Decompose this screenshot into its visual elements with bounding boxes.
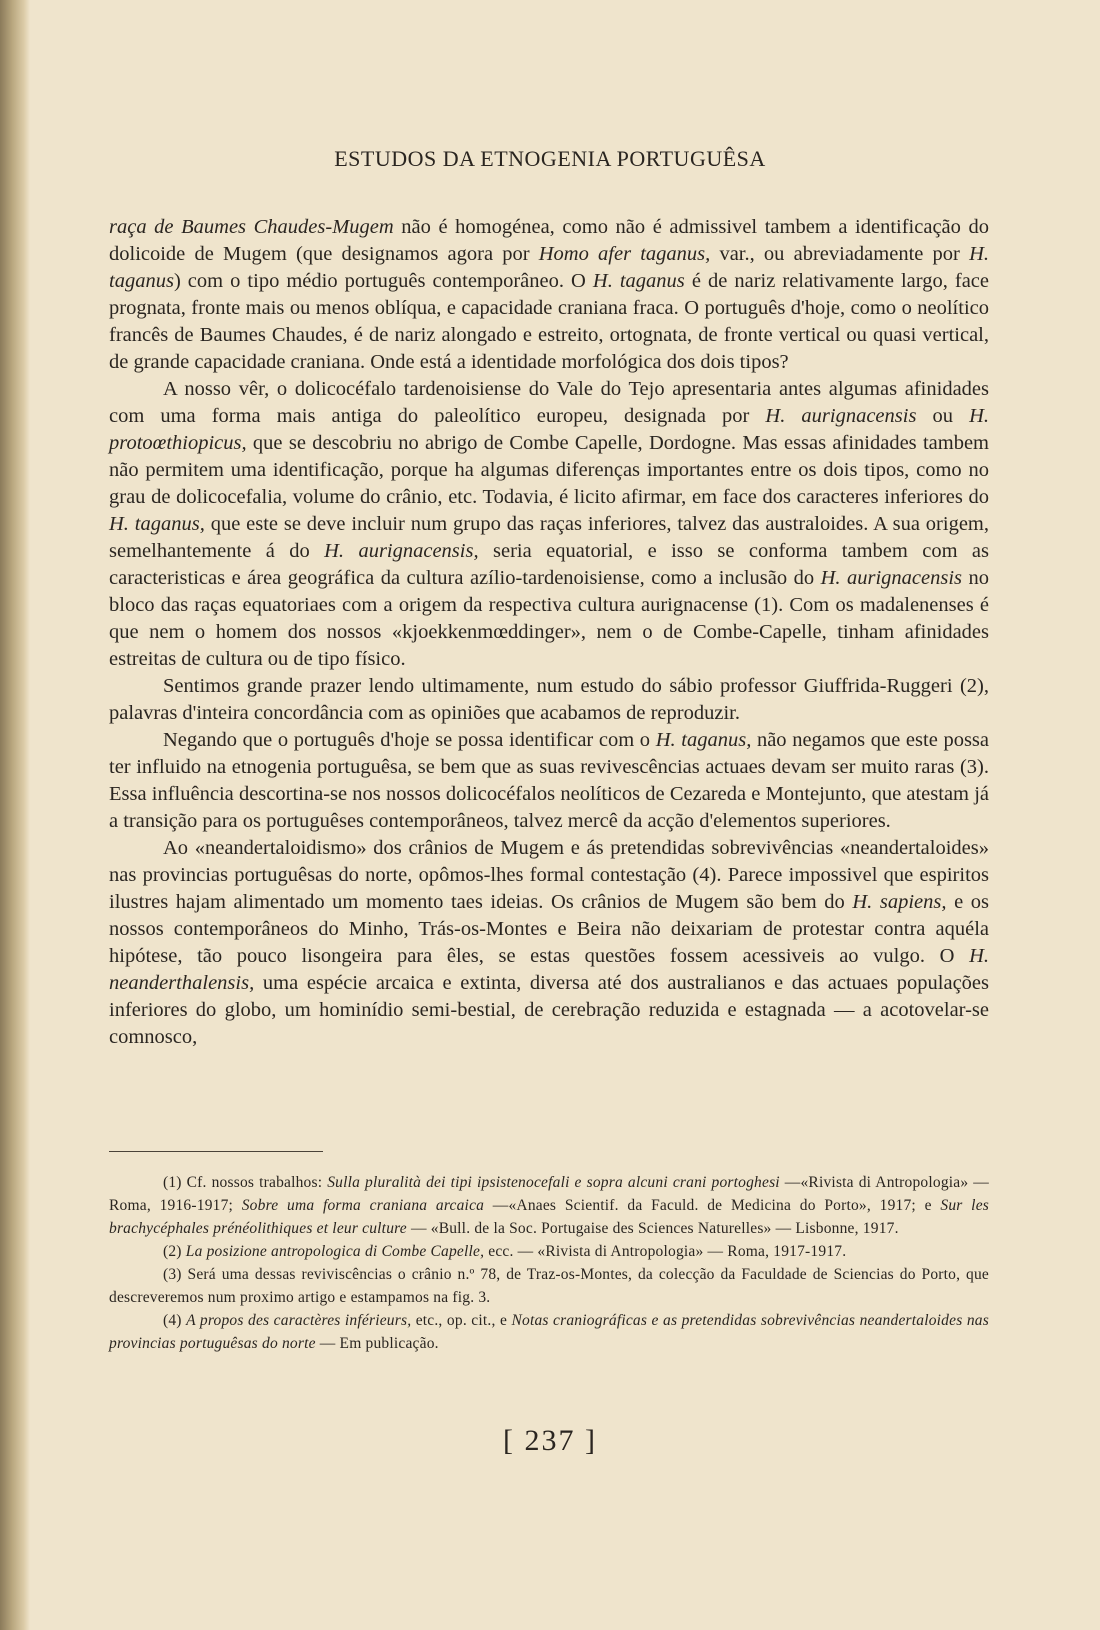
italic-text: H. taganus [109, 243, 989, 292]
italic-text: H. taganus, [109, 513, 205, 535]
italic-text: H. protoœthiopicus, [109, 405, 989, 454]
text-run: (3) Será uma dessas reviviscências o crânio n.º 78, de Traz-os-Montes, da colecção da Faculdade de Sciencias do Porto, que descreveremos num proximo artigo e estampamos na fig. 3. [109, 1266, 989, 1306]
italic-text: H. neanderthalensis, [109, 945, 989, 994]
text-run: var., ou abreviadamente por [710, 243, 970, 265]
italic-text: H. sapiens, [852, 891, 947, 913]
paragraph [109, 214, 989, 376]
text-run: Negando que o português d'hoje se possa identificar com o [163, 729, 656, 751]
text-run: — Em publicação. [315, 1335, 439, 1352]
italic-text: La posizione antropologica di Combe Capelle, [185, 1243, 485, 1260]
text-run: A nosso vêr, o dolicocéfalo tardenoisiense do Vale do Tejo apresentaria antes algumas afinidades com uma forma mais antiga do paleolítico europeu, designada por [109, 378, 989, 427]
text-run: etc., op. cit., e [411, 1312, 512, 1329]
text-run: ou [916, 405, 970, 427]
italic-text: Notas craniográficas e as pretendidas sobrevivências neandertaloides nas provincias portuguêsas do norte [109, 1312, 989, 1352]
footnote-divider [109, 1151, 323, 1152]
text-run: ) com o tipo médio português contemporâneo. O [173, 270, 593, 292]
text-run: —«Anaes Scientif. da Faculd. de Medicina do Porto», 1917; e [484, 1197, 941, 1214]
paragraph [109, 673, 989, 727]
text-run: Sentimos grande prazer lendo ultimamente, num estudo do sábio professor Giuffrida-Ruggeri (2), palavras d'inteira concordância com as opiniões que acabamos de reproduzir. [109, 675, 989, 724]
text-run: que este se deve incluir num grupo das raças inferiores, talvez das australoides. A sua origem, semelhantemente á do [109, 513, 989, 562]
text-run: é de nariz relativamente largo, face prognata, fronte mais ou menos oblíqua, e capacidade craniana fraca. O português d'hoje, como o neolítico francês de Baumes Chaudes, é de nariz alongado e estreito, ortognata, de fronte vertical ou quasi vertical, de grande capacidade craniana. Onde está a identidade morfológica dos dois tipos? [109, 270, 989, 373]
text-run: não é homogénea, como não é admissivel tambem a identificação do dolicoide de Mugem (que designamos agora por [109, 216, 989, 265]
page-number: [ 237 ] [503, 1424, 597, 1457]
text-run: (4) [163, 1312, 187, 1329]
paragraph [109, 727, 989, 835]
italic-text: A propos des caractères inférieurs, [186, 1312, 412, 1329]
text-run: no bloco das raças equatoriaes com a origem da respectiva cultura aurignacense (1). Com os madalenenses é que nem o homem dos nossos «kjoekkenmœddinger», nem o de Combe-Capelle, tinham afinidades estreitas de cultura ou de tipo físico. [109, 567, 989, 670]
text-run: ecc. — «Rivista di Antropologia» — Roma, 1917-1917. [484, 1243, 847, 1260]
italic-text: H. aurignacensis [820, 567, 963, 589]
paragraph [109, 835, 989, 1051]
italic-text: Sur les brachycéphales prénéolithiques et leur culture [109, 1197, 990, 1237]
footnote [109, 1309, 989, 1355]
italic-text: Homo afer taganus, [538, 243, 711, 265]
text-run: — «Bull. de la Soc. Portugaise des Sciences Naturelles» — Lisbonne, 1917. [406, 1220, 899, 1237]
page-binding-shadow [0, 0, 30, 1630]
text-run: (1) Cf. nossos trabalhos: [163, 1174, 328, 1191]
italic-text: raça de Baumes Chaudes-Mugem [109, 216, 394, 238]
paragraph [109, 376, 989, 673]
text-run: seria equatorial, e isso se conforma tambem com as caracteristicas e área geográfica da cultura azílio-tardenoisiense, como a inclusão do [109, 540, 990, 589]
italic-text: H. taganus, [655, 729, 752, 751]
body-text [109, 214, 989, 1051]
text-run: não negamos que este possa ter influido na etnogenia portuguêsa, se bem que as suas revivescências actuaes devam ser muito raras (3). Essa influência descortina-se nos nossos dolicocéfalos neolíticos de Cezareda e Montejunto, que atestam já a transição para os portuguêses contemporâneos, talvez mercê da acção d'elementos superiores. [109, 729, 989, 832]
italic-text: H. aurignacensis [765, 405, 917, 427]
text-run: e os nossos contemporâneos do Minho, Trás-os-Montes e Beira não deixariam de protestar contra aquéla hipótese, tão pouco lisongeira para êles, se estas questões fossem acessiveis ao vulgo. O [109, 891, 989, 967]
footnotes [109, 1171, 989, 1355]
italic-text: H. taganus [592, 270, 685, 292]
italic-text: Sulla pluralità dei tipi ipsistenocefali e sopra alcuni crani portoghesi [327, 1174, 780, 1191]
running-header: ESTUDOS DA ETNOGENIA PORTUGUÊSA [334, 146, 766, 171]
footnote [109, 1240, 989, 1263]
footnote [109, 1263, 989, 1309]
text-run: que se descobriu no abrigo de Combe Capelle, Dordogne. Mas essas afinidades tambem não permitem uma identificação, porque ha algumas diferenças importantes entre os dois tipos, como no grau de dolicocefalia, volume do crânio, etc. Todavia, é licito afirmar, em face dos caracteres inferiores do [109, 432, 989, 508]
text-run: —«Rivista di Antropologia» — Roma, 1916-1917; [109, 1174, 989, 1214]
text-run: Ao «neandertaloidismo» dos crânios de Mugem e ás pretendidas sobrevivências «neandertaloides» nas provincias portuguêsas do norte, opômos-lhes formal contestação (4). Parece impossivel que espiritos ilustres hajam alimentado um momento taes ideias. Os crânios de Mugem são bem do [109, 837, 989, 913]
text-run: (2) [163, 1243, 186, 1260]
italic-text: Sobre uma forma craniana arcaica [241, 1197, 485, 1214]
footnote [109, 1171, 989, 1240]
text-run: uma espécie arcaica e extinta, diversa até dos australianos e das actuaes populações inferiores do globo, um hominídio semi-bestial, de cerebração reduzida e estagnada — a acotovelar-se comnosco, [109, 972, 989, 1048]
italic-text: H. aurignacensis, [324, 540, 479, 562]
